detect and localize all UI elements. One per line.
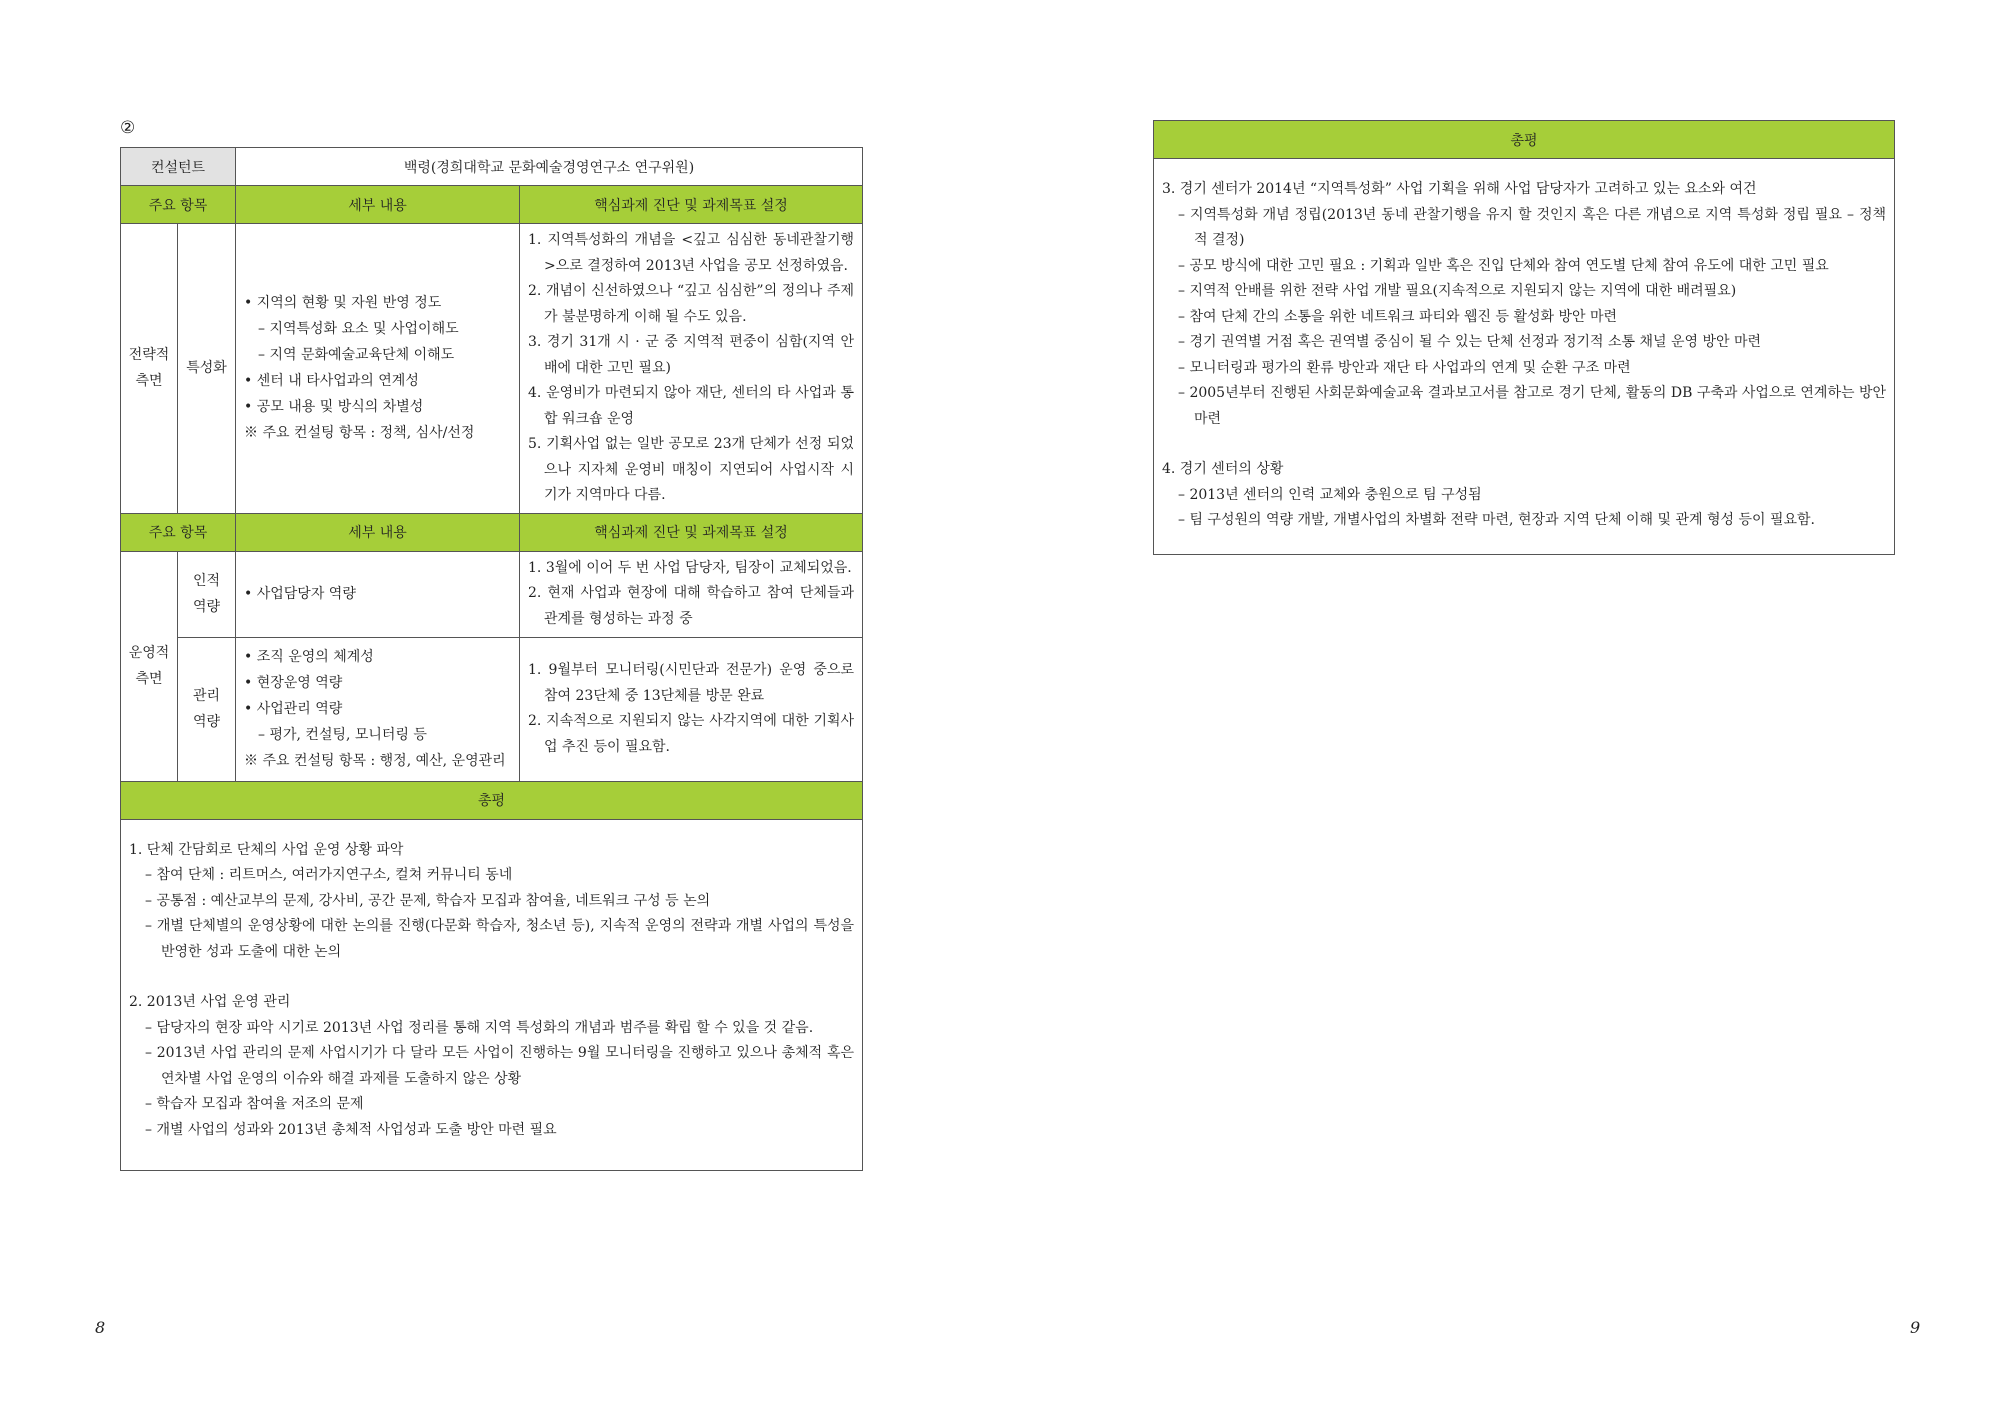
summary-section-2-head: 2. 2013년 사업 운영 관리	[129, 994, 291, 1010]
review-table	[1153, 120, 1895, 555]
core-task-item: 5. 기획사업 없는 일반 공모로 23개 단체가 선정 되었으나 지자체 운영비 매칭이 지연되어 사업시작 시기가 지역마다 다름.	[528, 436, 855, 503]
col-header-detail: 세부 내용	[236, 186, 520, 224]
detail-item: ※ 주요 컨설팅 항목 : 행정, 예산, 운영관리	[244, 753, 506, 769]
consultant-label: 컨설턴트	[121, 148, 236, 186]
core-task-item: 1. 지역특성화의 개념을 <깊고 심심한 동네관찰기행>으로 결정하여 2013년 사업을 공모 선정하였음.	[528, 232, 855, 274]
summary-item: – 공통점 : 예산교부의 문제, 강사비, 공간 문제, 학습자 모집과 참여율, 네트워크 구성 등 논의	[145, 892, 711, 909]
human-capacity-details	[236, 551, 520, 637]
management-capacity-core	[520, 637, 863, 781]
management-capacity-sub: 관리 역량	[178, 637, 236, 781]
human-capacity-core	[520, 551, 863, 637]
detail-item: • 공모 내용 및 방식의 차별성	[244, 399, 424, 416]
review-item: – 2013년 센터의 인력 교체와 충원으로 팀 구성됨	[1178, 486, 1482, 503]
detail-item: • 현장운영 역량	[244, 675, 343, 691]
detail-item: • 사업관리 역량	[244, 701, 343, 717]
review-item: – 팀 구성원의 역량 개발, 개별사업의 차별화 전략 마련, 현장과 지역 단체 이해 및 관계 형성 등이 필요함.	[1178, 512, 1815, 528]
detail-item: • 사업담당자 역량	[244, 586, 356, 602]
core-task-item: 2. 현재 사업과 현장에 대해 학습하고 참여 단체들과 관계를 형성하는 과정 중	[528, 585, 855, 627]
detail-item: • 조직 운영의 체계성	[244, 649, 374, 665]
review-item: – 지역적 안배를 위한 전략 사업 개발 필요(지속적으로 지원되지 않는 지역에 대한 배려필요)	[1178, 283, 1737, 299]
summary-header: 총평	[121, 781, 863, 819]
strategic-core	[520, 224, 863, 514]
core-task-item: 2. 지속적으로 지원되지 않는 사각지역에 대한 기획사업 추진 등이 필요함.	[528, 713, 855, 755]
review-item: – 2005년부터 진행된 사회문화예술교육 결과보고서를 참고로 경기 단체, 활동의 DB 구축과 사업으로 연계하는 방안 마련	[1178, 385, 1886, 427]
detail-item: • 지역의 현황 및 자원 반영 정도	[244, 295, 442, 312]
col-header-core-task: 핵심과제 진단 및 과제목표 설정	[520, 186, 863, 224]
consultant-name: 백령(경희대학교 문화예술경영연구소 연구위원)	[236, 148, 863, 186]
detail-item: ※ 주요 컨설팅 항목 : 정책, 심사/선정	[244, 425, 475, 442]
review-item: – 참여 단체 간의 소통을 위한 네트워크 파티와 웹진 등 활성화 방안 마련	[1178, 308, 1618, 325]
page-number-right: 9	[1910, 1318, 1921, 1337]
review-section-4-head: 4. 경기 센터의 상황	[1162, 461, 1284, 477]
strategic-category: 전략적 측면	[121, 224, 178, 514]
page-number-left: 8	[95, 1318, 106, 1337]
human-capacity-sub: 인적 역량	[178, 551, 236, 637]
core-task-item: 1. 9월부터 모니터링(시민단과 전문가) 운영 중으로 참여 23단체 중 13단체를 방문 완료	[528, 662, 855, 704]
strategic-sub: 특성화	[178, 224, 236, 514]
review-header: 총평	[1154, 121, 1895, 159]
core-task-item: 4. 운영비가 마련되지 않아 재단, 센터의 타 사업과 통합 워크숍 운영	[528, 385, 855, 427]
summary-item: – 담당자의 현장 파악 시기로 2013년 사업 정리를 통해 지역 특성화의 개념과 범주를 확립 할 수 있을 것 같음.	[145, 1019, 814, 1036]
col-header-detail-2: 세부 내용	[236, 513, 520, 551]
col-header-main-item: 주요 항목	[121, 186, 236, 224]
review-section-3-head: 3. 경기 센터가 2014년 “지역특성화” 사업 기획을 위해 사업 담당자가 고려하고 있는 요소와 여건	[1162, 181, 1757, 197]
section-marker: ②	[120, 118, 136, 138]
summary-body	[121, 819, 863, 1170]
detail-item: – 평가, 컨설팅, 모니터링 등	[258, 727, 427, 743]
summary-item: – 참여 단체 : 리트머스, 여러가지연구소, 컬쳐 커뮤니티 동네	[145, 867, 513, 883]
operational-category: 운영적 측면	[121, 551, 178, 781]
consulting-table	[120, 147, 863, 1171]
core-task-item: 2. 개념이 신선하였으나 “깊고 심심한”의 정의나 주제가 불분명하게 이해 될 수도 있음.	[528, 283, 855, 325]
summary-section-1-head: 1. 단체 간담회로 단체의 사업 운영 상황 파악	[129, 841, 404, 858]
detail-item: – 지역특성화 요소 및 사업이해도	[258, 321, 459, 338]
col-header-core-task-2: 핵심과제 진단 및 과제목표 설정	[520, 513, 863, 551]
core-task-item: 3. 경기 31개 시 · 군 중 지역적 편중이 심함(지역 안배에 대한 고민 필요)	[528, 334, 855, 376]
management-capacity-details	[236, 637, 520, 781]
review-item: – 공모 방식에 대한 고민 필요 : 기획과 일반 혹은 진입 단체와 참여 연도별 단체 참여 유도에 대한 고민 필요	[1178, 257, 1829, 274]
detail-item: • 센터 내 타사업과의 연계성	[244, 373, 419, 390]
strategic-details	[236, 224, 520, 514]
summary-item: – 개별 사업의 성과와 2013년 총체적 사업성과 도출 방안 마련 필요	[145, 1121, 557, 1138]
review-item: – 경기 권역별 거점 혹은 권역별 중심이 될 수 있는 단체 선정과 정기적 소통 채널 운영 방안 마련	[1178, 334, 1762, 350]
review-body	[1154, 159, 1895, 555]
col-header-main-item-2: 주요 항목	[121, 513, 236, 551]
core-task-item: 1. 3월에 이어 두 번 사업 담당자, 팀장이 교체되었음.	[528, 559, 852, 576]
review-item: – 지역특성화 개념 정립(2013년 동네 관찰기행을 유지 할 것인지 혹은 다른 개념으로 지역 특성화 정립 필요 – 정책적 결정)	[1178, 206, 1886, 248]
summary-item: – 개별 단체별의 운영상황에 대한 논의를 진행(다문화 학습자, 청소년 등), 지속적 운영의 전략과 개별 사업의 특성을 반영한 성과 도출에 대한 논의	[145, 918, 855, 960]
review-item: – 모니터링과 평가의 환류 방안과 재단 타 사업과의 연계 및 순환 구조 마련	[1178, 359, 1631, 376]
summary-item: – 학습자 모집과 참여율 저조의 문제	[145, 1096, 364, 1112]
detail-item: – 지역 문화예술교육단체 이해도	[258, 347, 455, 364]
summary-item: – 2013년 사업 관리의 문제 사업시기가 다 달라 모든 사업이 진행하는 9월 모니터링을 진행하고 있으나 총체적 혹은 연차별 사업 운영의 이슈와 해결 과제를 도출하지 않은 상황	[145, 1045, 855, 1087]
